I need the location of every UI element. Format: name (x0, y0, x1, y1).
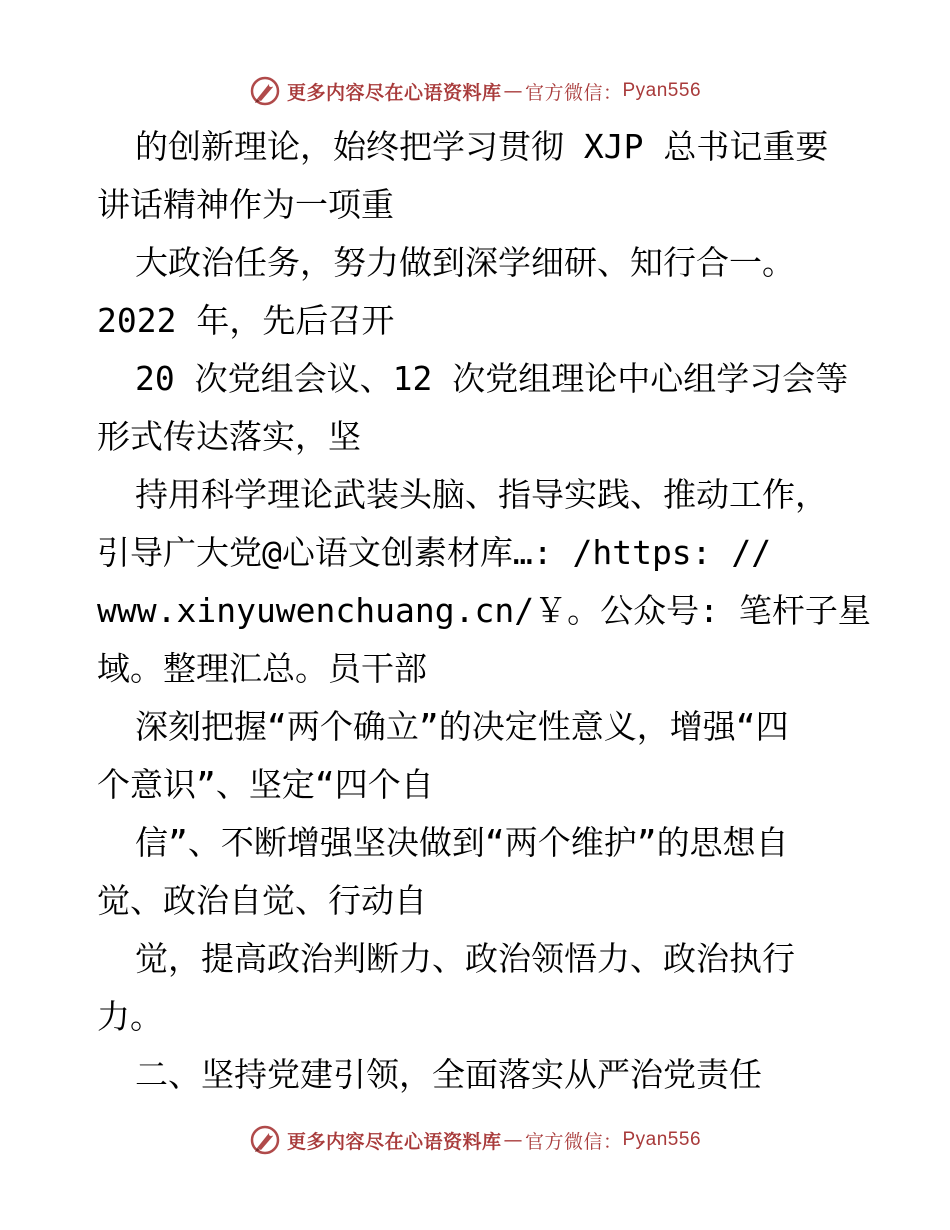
document-body (97, 118, 871, 1104)
text-line: 深刻把握“两个确立”的决定性意义，增强“四 (135, 707, 789, 746)
header-watermark-banner (0, 71, 950, 111)
section-heading: 二、坚持党建引领，全面落实从严治党责任 (135, 1055, 762, 1094)
banner-wechat-label: 官方微信： (524, 81, 623, 104)
text-line: 觉、政治自觉、行动自 (97, 881, 427, 920)
text-line: 个意识”、坚定“四个自 (97, 765, 434, 804)
banner-wechat-id: Pyan556 (622, 80, 702, 101)
text-line: 20 次党组会议、12 次党组理论中心组学习会等 (135, 359, 849, 398)
footer-watermark-banner (0, 1120, 950, 1160)
text-line: 2022 年，先后召开 (97, 301, 395, 340)
pen-logo-icon (249, 75, 281, 107)
banner-wechat-id: Pyan556 (622, 1129, 702, 1150)
text-line: 的创新理论，始终把学习贯彻 XJP 总书记重要 (135, 127, 829, 166)
text-line: 力。 (97, 997, 163, 1036)
text-line: 信”、不断增强坚决做到“两个维护”的思想自 (135, 823, 789, 862)
banner-dash: — (503, 80, 523, 102)
text-line: 大政治任务，努力做到深学细研、知行合一。 (135, 243, 795, 282)
banner-main-text: 更多内容尽在心语资料库 (286, 81, 502, 104)
text-line: 持用科学理论武装头脑、指导实践、推动工作， (135, 475, 828, 514)
banner-dash: — (503, 1129, 523, 1151)
pen-logo-icon (249, 1124, 281, 1156)
text-line: 引导广大党@心语文创素材库…: /https: // (97, 533, 772, 572)
text-line: 域。整理汇总。员干部 (97, 649, 427, 688)
text-line: 觉，提高政治判断力、政治领悟力、政治执行 (135, 939, 795, 978)
banner-wechat-label: 官方微信： (524, 1130, 623, 1153)
text-line: www.xinyuwenchuang.cn/￥。公众号: 笔杆子星 (97, 591, 871, 630)
banner-main-text: 更多内容尽在心语资料库 (286, 1130, 502, 1153)
text-line: 形式传达落实，坚 (97, 417, 361, 456)
text-line: 讲话精神作为一项重 (97, 185, 394, 224)
